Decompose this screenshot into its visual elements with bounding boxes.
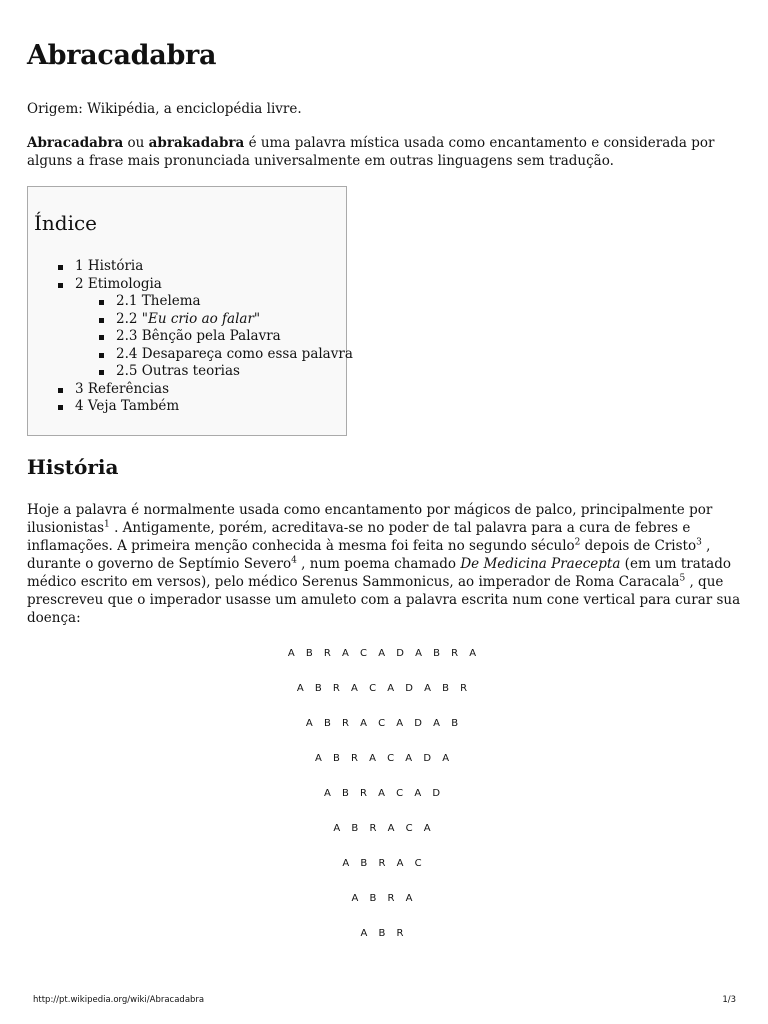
historia-paragraph: Hoje a palavra é normalmente usada como encantamento por mágicos de palco, principalmente por ilusionistas$^1$ . Antigamente, porém, acreditava-se no poder de tal palavra para a cura de febres e inflamações. A primeira menção conhecida à mesma foi feita no segundo século$^2$ depois de Cristo$^3$ , durante o governo de Septímio Severo$^4$ , num poema chamado De Medicina Praecepta (em um tratado médico escrito em versos), pelo médico Serenus Sammonicus, ao imperador de Roma Caracala$^5$ , que prescreveu que o imperador usasse um amuleto com a palavra escrita num cone vertical para curar sua doença: bbox=[27, 502, 741, 626]
toc-item-veja-tambem[interactable]: 4 Veja Também bbox=[58, 398, 353, 416]
toc-item-referencias[interactable]: 3 Referências bbox=[58, 381, 353, 399]
intro-paragraph bbox=[27, 134, 742, 170]
toc-item-desapareca[interactable]: 2.4 Desapareça como essa palavra bbox=[99, 346, 353, 364]
toc-list bbox=[58, 258, 353, 416]
triangle-row: A B R A C A D bbox=[323, 788, 445, 799]
toc-item-etimologia[interactable]: 2 Etimologia 2.1 Thelema 2.2 "Eu crio ao falar" 2.3 Bênção pela Palavra 2.4 Desapareça como essa palavra 2.5 Outras teorias bbox=[58, 276, 353, 381]
toc-sublist bbox=[75, 293, 353, 381]
triangle-row: A B R A C A D A B R bbox=[296, 683, 472, 694]
triangle-row: A B R A C A D A B bbox=[305, 718, 463, 729]
footer-url: http://pt.wikipedia.org/wiki/Abracadabra bbox=[33, 995, 205, 1005]
toc-item-thelema[interactable]: 2.1 Thelema bbox=[99, 293, 353, 311]
intro-text: é uma palavra mística usada como encantamento e considerada por alguns a frase mais pronunciada universalmente em outras linguagens sem tradução. bbox=[27, 135, 715, 169]
triangle-row: A B R A C A D A bbox=[314, 753, 454, 764]
toc-item-eu-crio[interactable]: 2.2 "Eu crio ao falar" bbox=[99, 311, 353, 329]
ref-link-4[interactable]: 4 bbox=[291, 555, 297, 566]
triangle-row: A B R bbox=[360, 928, 408, 939]
footer-page-number: 1/3 bbox=[722, 995, 736, 1005]
ref-link-1[interactable]: 1 bbox=[104, 519, 110, 530]
toc-heading: Índice bbox=[34, 211, 98, 235]
intro-text: ou bbox=[123, 135, 149, 151]
toc-item-bencao[interactable]: 2.3 Bênção pela Palavra bbox=[99, 328, 353, 346]
table-of-contents bbox=[27, 186, 353, 436]
triangle-row: A B R A C A bbox=[333, 823, 435, 834]
triangle-row: A B R A bbox=[351, 893, 417, 904]
toc-item-outras-teorias[interactable]: 2.5 Outras teorias bbox=[99, 363, 353, 381]
ref-link-5[interactable]: 5 bbox=[679, 573, 686, 584]
page-title: Abracadabra bbox=[27, 40, 217, 71]
origin-line: Origem: Wikipédia, a enciclopédia livre. bbox=[27, 101, 302, 117]
triangle-row: A B R A C A D A B R A bbox=[287, 648, 481, 659]
toc-item-historia[interactable]: 1 História bbox=[58, 258, 353, 276]
intro-bold-variant: abrakadabra bbox=[148, 135, 245, 151]
section-heading-historia: História bbox=[27, 455, 119, 479]
triangle-row: A B R A C bbox=[342, 858, 426, 869]
ref-link-3[interactable]: 3 bbox=[696, 537, 702, 548]
ref-link-2[interactable]: 2 bbox=[574, 537, 581, 548]
intro-bold-term: Abracadabra bbox=[27, 135, 124, 151]
